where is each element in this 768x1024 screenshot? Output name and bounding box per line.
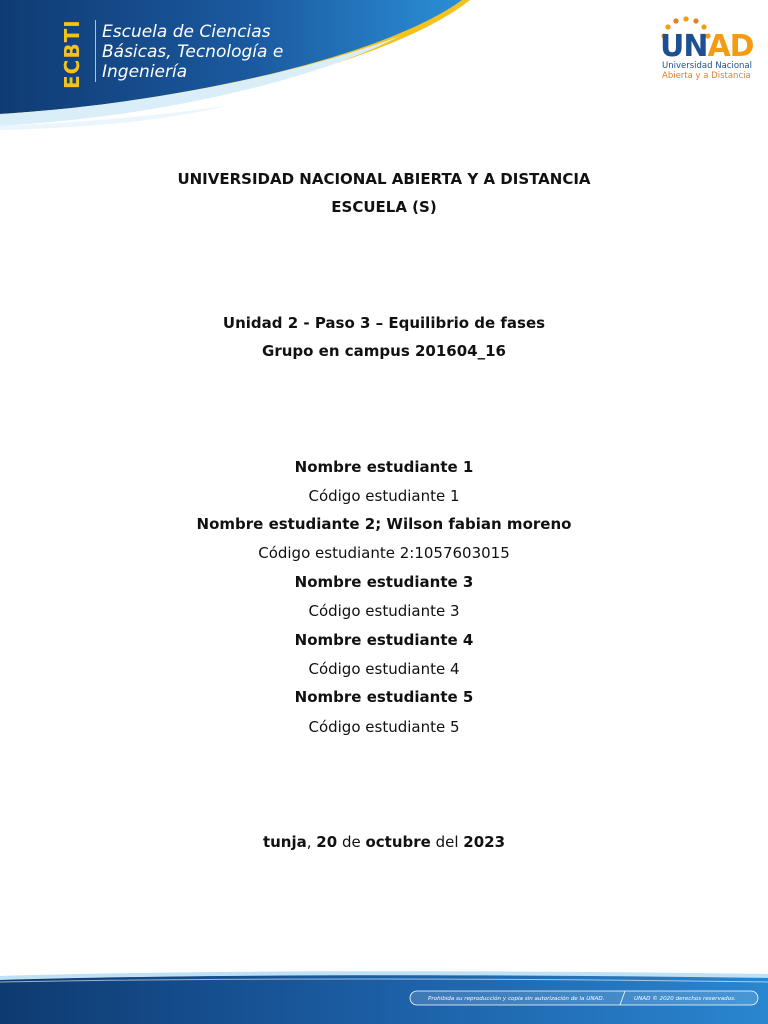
date-line bbox=[0, 832, 768, 852]
school-title: ESCUELA (S) bbox=[331, 198, 437, 216]
student-1-name: Nombre estudiante 1 bbox=[294, 458, 474, 476]
group-title: Grupo en campus 201604_16 bbox=[262, 342, 506, 360]
date-city: tunja bbox=[262, 833, 307, 851]
assignment-title: Unidad 2 - Paso 3 – Equilibrio de fases bbox=[222, 314, 546, 332]
unad-logo bbox=[652, 14, 752, 84]
student-1-code: Código estudiante 1 bbox=[308, 487, 460, 505]
header-divider bbox=[95, 20, 96, 82]
footer-notice: Prohibida su reproducción y copia sin autorización de la UNAD. bbox=[428, 996, 605, 1002]
school-name-line-2: Básicas, Tecnología e bbox=[102, 42, 284, 62]
university-title: UNIVERSIDAD NACIONAL ABIERTA Y A DISTANCIA bbox=[177, 170, 591, 188]
date-del: del bbox=[430, 833, 464, 851]
date-month: octubre bbox=[365, 833, 431, 851]
school-name-line-3: Ingeniería bbox=[102, 62, 188, 82]
unad-subtitle-line-1: Universidad Nacional bbox=[662, 61, 752, 71]
ecbti-label: ECBTI bbox=[60, 19, 84, 89]
student-5-name: Nombre estudiante 5 bbox=[294, 688, 474, 706]
student-5-code: Código estudiante 5 bbox=[308, 718, 460, 736]
date-separator: , bbox=[306, 833, 317, 851]
school-name-line-1: Escuela de Ciencias bbox=[102, 22, 271, 42]
date-year: 2023 bbox=[463, 833, 506, 851]
student-4-name: Nombre estudiante 4 bbox=[294, 631, 474, 649]
student-3-code: Código estudiante 3 bbox=[308, 602, 460, 620]
unad-subtitle-line-2: Abierta y a Distancia bbox=[662, 71, 751, 81]
unad-subtitle bbox=[662, 61, 754, 81]
student-2-name: Nombre estudiante 2; Wilson fabian moreno bbox=[196, 515, 572, 533]
student-3-name: Nombre estudiante 3 bbox=[294, 573, 474, 591]
student-4-code: Código estudiante 4 bbox=[308, 660, 460, 678]
date-de: de bbox=[337, 833, 366, 851]
date-day: 20 bbox=[316, 833, 338, 851]
footer-copyright: UNAD © 2020 derechos reservados. bbox=[634, 996, 736, 1002]
student-2-code: Código estudiante 2:1057603015 bbox=[258, 544, 510, 562]
unad-wordmark: UNAD bbox=[660, 29, 754, 64]
school-name bbox=[102, 22, 302, 82]
